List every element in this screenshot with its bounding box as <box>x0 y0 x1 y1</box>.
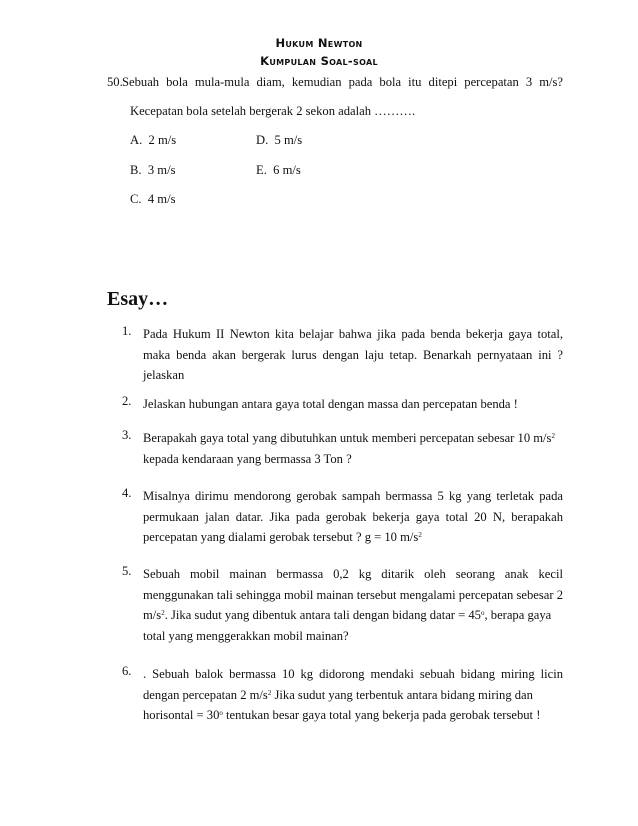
option-text: 3 m/s <box>147 163 176 177</box>
item-text <box>143 394 563 415</box>
item-line-text: Berapakah gaya total yang dibutuhkan untuk memberi percepatan sebesar 10 m/s <box>143 431 552 445</box>
option-label: E. <box>256 163 267 177</box>
item-line-text: dengan percepatan 2 m/s <box>143 687 268 702</box>
item-number: 2. <box>122 394 132 408</box>
option-label: D. <box>256 133 269 147</box>
option-e <box>256 163 301 178</box>
option-a <box>130 133 176 148</box>
option-c <box>130 192 176 207</box>
item-line-text: , berapa gaya <box>484 608 552 623</box>
item-line-text: Jika sudut yang terbentuk antara bidang miring dan <box>271 687 533 702</box>
superscript: o <box>480 609 485 618</box>
item-line: maka benda akan bergerak lurus dengan laju tetap. Benarkah pernyataan ini ? <box>143 347 563 362</box>
option-label: C. <box>130 192 142 206</box>
item-line: jelaskan <box>143 368 185 383</box>
item-text <box>143 664 563 726</box>
item-line-text: . Jika sudut yang dibentuk antara tali dengan bidang datar = 45 <box>164 608 481 623</box>
item-number: 3. <box>122 428 132 442</box>
item-number: 5. <box>122 564 132 578</box>
item-line: menggunakan tali sehingga mobil mainan tersebut mengalami percepatan sebesar 2 <box>143 587 563 602</box>
item-line: Misalnya dirimu mendorong gerobak sampah bermassa 5 kg yang terletak pada <box>143 489 563 503</box>
option-text: 4 m/s <box>147 192 176 206</box>
item-line: Pada Hukum II Newton kita belajar bahwa jika pada benda bekerja gaya total, <box>143 327 563 341</box>
superscript: 2 <box>551 432 555 440</box>
item-text <box>143 486 563 548</box>
option-text: 6 m/s <box>273 163 301 177</box>
question-text-line1: Sebuah bola mula-mula diam, kemudian pada bola itu ditepi percepatan 3 m/s? <box>122 75 563 89</box>
superscript: 2 <box>267 688 272 697</box>
item-line: . Sebuah balok bermassa 10 kg didorong mendaki sebuah bidang miring licin <box>143 667 563 681</box>
item-line: total yang menggerakkan mobil mainan? <box>143 628 349 643</box>
item-text <box>143 324 563 386</box>
superscript: 2 <box>418 531 422 540</box>
item-line <box>143 605 563 626</box>
item-line-text: tentukan besar gaya total yang bekerja pada gerobak tersebut ! <box>222 708 541 723</box>
item-line-text: horisontal = 30 <box>143 708 220 723</box>
item-text <box>143 564 563 646</box>
item-number: 1. <box>122 324 132 338</box>
item-line <box>143 705 563 726</box>
item-line: Jelaskan hubungan antara gaya total dengan massa dan percepatan benda ! <box>143 397 518 411</box>
option-d <box>256 133 302 148</box>
superscript: o <box>219 709 223 718</box>
option-text: 2 m/s <box>148 133 177 147</box>
option-text: 5 m/s <box>274 133 303 147</box>
essay-heading: Esay… <box>107 288 169 310</box>
item-number: 6. <box>122 664 132 678</box>
superscript: 2 <box>161 609 165 618</box>
item-text <box>143 428 563 469</box>
question-text-line2: Kecepatan bola setelah bergerak 2 sekon adalah ………. <box>130 104 416 118</box>
page-title: Hukum Newton <box>275 36 363 50</box>
page-subtitle: Kumpulan Soal-soal <box>260 54 378 68</box>
option-label: A. <box>130 133 143 147</box>
item-line-text: percepatan yang dialami gerobak tersebut ? g = 10 m/s <box>143 530 419 545</box>
item-line <box>143 428 563 449</box>
item-line: Sebuah mobil mainan bermassa 0,2 kg ditarik oleh seorang anak kecil <box>143 567 563 581</box>
item-number: 4. <box>122 486 132 500</box>
item-line: kepada kendaraan yang bermassa 3 Ton ? <box>143 451 352 466</box>
question-number: 50. <box>107 75 123 89</box>
item-line: permukaan jalan datar. Jika pada gerobak bekerja gaya total 20 N, berapakah <box>143 509 563 524</box>
option-label: B. <box>130 163 142 177</box>
item-line-text: m/s <box>143 608 162 623</box>
item-line <box>143 685 563 706</box>
option-b <box>130 163 176 178</box>
item-line <box>143 527 563 548</box>
